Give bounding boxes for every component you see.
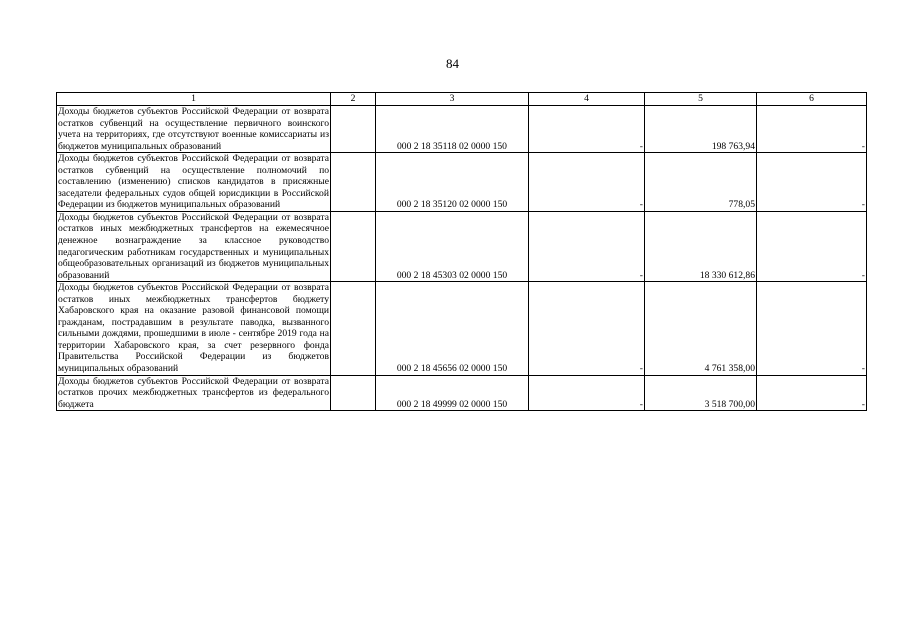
row-col2 [331,153,376,212]
row-col4: - [529,106,645,153]
row-col6: - [757,211,867,281]
row-col2 [331,106,376,153]
column-header: 2 [331,93,376,106]
row-code: 000 2 18 45656 02 0000 150 [376,282,529,375]
page-number: 84 [446,56,459,71]
column-header: 4 [529,93,645,106]
row-col6: - [757,282,867,375]
row-amount: 18 330 612,86 [645,211,757,281]
row-amount: 4 761 358,00 [645,282,757,375]
column-header: 5 [645,93,757,106]
row-description: Доходы бюджетов субъектов Российской Федерации от возврата остатков субвенций на осуществление полномочий по составлению (изменению) списков кандидатов в присяжные заседатели федеральных судов общей юрисдикции в Российской Федерации из бюджетов муниципальных образований [58,153,329,211]
row-col4: - [529,375,645,411]
row-amount: 778,05 [645,153,757,212]
row-code: 000 2 18 45303 02 0000 150 [376,211,529,281]
row-col4: - [529,282,645,375]
row-description: Доходы бюджетов субъектов Российской Федерации от возврата остатков прочих межбюджетных трансфертов из федерального бюджета [58,375,329,410]
table-row [57,211,867,281]
row-col4: - [529,153,645,212]
table-row [57,282,867,375]
budget-revenue-table [56,92,867,411]
row-col6: - [757,375,867,411]
table-row [57,153,867,212]
column-header: 1 [57,93,331,106]
row-col4: - [529,211,645,281]
row-amount: 198 763,94 [645,106,757,153]
row-description: Доходы бюджетов субъектов Российской Федерации от возврата остатков иных межбюджетных трансфертов на ежемесячное денежное вознаграждение за классное руководство педагогическим работникам государственных и муниципальных общеобразовательных организаций из бюджетов муниципальных образований [58,211,329,281]
row-col6: - [757,153,867,212]
row-amount: 3 518 700,00 [645,375,757,411]
row-col2 [331,282,376,375]
row-code: 000 2 18 35120 02 0000 150 [376,153,529,212]
row-col2 [331,211,376,281]
row-description: Доходы бюджетов субъектов Российской Федерации от возврата остатков субвенций на осуществление первичного воинского учета на территориях, где отсутствуют военные комиссариаты из бюджетов муниципальных образований [58,106,329,152]
row-col6: - [757,106,867,153]
row-code: 000 2 18 35118 02 0000 150 [376,106,529,153]
column-header: 6 [757,93,867,106]
row-description: Доходы бюджетов субъектов Российской Федерации от возврата остатков иных межбюджетных трансфертов бюджету Хабаровского края на оказание разовой финансовой помощи гражданам, пострадавшим в результате паводка, вызванного сильными дождями, прошедшими в июле - сентябре 2019 года на территории Хабаровского края, за счет резервного фонда Правительства Российской Федерации из бюджетов муниципальных образований [58,282,329,375]
row-code: 000 2 18 49999 02 0000 150 [376,375,529,411]
table-row [57,375,867,411]
table-header-row [57,93,867,106]
row-col2 [331,375,376,411]
column-header: 3 [376,93,529,106]
table-row [57,106,867,153]
